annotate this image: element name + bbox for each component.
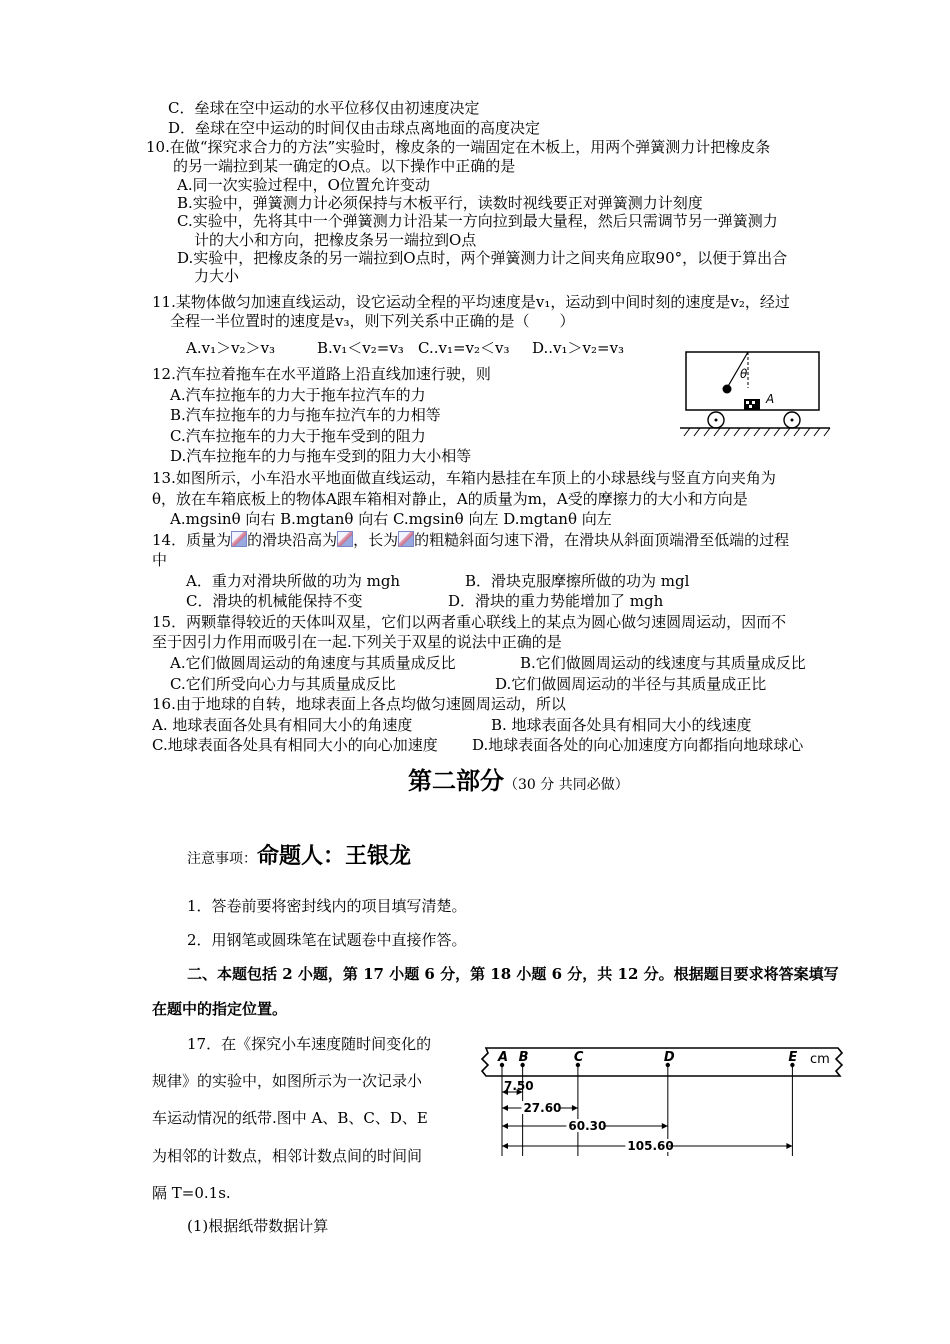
- block-a: [744, 399, 760, 410]
- q15-option-b: B.它们做圆周运动的线速度与其质量成反比: [520, 654, 806, 672]
- q17-line-2: 规律》的实验中，如图所示为一次记录小: [152, 1072, 423, 1090]
- q15-option-c: C.它们所受向心力与其质量成反比: [170, 675, 396, 693]
- q15-option-d: D.它们做圆周运动的半径与其质量成正比: [495, 675, 767, 693]
- q10-option-b: B.实验中，弹簧测力计必须保持与木板平行，读数时视线要正对弹簧测力计刻度: [177, 194, 703, 212]
- tape-label-a: A: [498, 1050, 509, 1065]
- ground-hatch: [684, 428, 830, 436]
- dimension-arrow-right-3: [662, 1123, 668, 1129]
- q14-stem-part2: 的滑块沿高为: [247, 531, 338, 549]
- q15-stem-cont: 至于因引力作用而吸引在一起.下列关于双星的说法中正确的是: [152, 633, 562, 651]
- hanging-ball: [723, 385, 732, 394]
- formula-image-l-icon: [398, 531, 414, 547]
- q15-option-a: A.它们做圆周运动的角速度与其质量成反比: [170, 654, 456, 672]
- dimension-label-1: 7.50: [504, 1079, 534, 1093]
- paper-tape-figure: [478, 1040, 850, 1165]
- q12-option-c: C.汽车拉拖车的力大于拖车受到的阻力: [170, 427, 426, 445]
- q11-option-b: B.v₁＜v₂=v₃: [317, 339, 404, 357]
- tape-label-b: B: [518, 1050, 529, 1065]
- author-line: 命题人：王银龙: [257, 844, 412, 869]
- q10-stem: 10.在做“探究求合力的方法”实验时，橡皮条的一端固定在木板上，用两个弹簧测力计把橡皮条: [146, 138, 771, 156]
- q11-option-a: A.v₁＞v₂＞v₃: [186, 339, 276, 357]
- q10-stem-cont: 的另一端拉到某一确定的O点。以下操作中正确的是: [173, 157, 516, 175]
- q16-option-a: A. 地球表面各处具有相同大小的角速度: [152, 716, 413, 734]
- q13-options: A.mgsinθ 向右 B.mgtanθ 向右 C.mgsinθ 向左 D.mgtanθ 向左: [170, 510, 612, 528]
- tape-label-e: E: [788, 1050, 798, 1065]
- notes-header: [187, 842, 411, 874]
- q16-option-d: D.地球表面各处的向心加速度方向都指向地球球心: [472, 736, 804, 754]
- q13-stem: 13.如图所示，小车沿水平地面做直线运动，车箱内悬挂在车顶上的小球悬线与竖直方向夹角为: [152, 469, 776, 487]
- q12-stem: 12.汽车拉着拖车在水平道路上沿直线加速行驶，则: [152, 365, 491, 383]
- formula-image-m-icon: [231, 531, 247, 547]
- q16-option-b: B. 地球表面各处具有相同大小的线速度: [491, 716, 752, 734]
- q11-stem-cont: 全程一半位置时的速度是v₃，则下列关系中正确的是（ ）: [170, 312, 575, 330]
- q10-option-d: D.实验中，把橡皮条的另一端拉到O点时，两个弹簧测力计之间夹角应取90°，以便于算出合: [177, 249, 788, 267]
- q14-stem-part3: ，长为: [353, 531, 399, 549]
- note-1: 1．答卷前要将密封线内的项目填写清楚。: [187, 897, 467, 915]
- q10-option-a: A.同一次实验过程中，O位置允许变动: [177, 176, 430, 194]
- q14-stem-cont: 中: [152, 551, 168, 569]
- q17-line-3: 车运动情况的纸带.图中 A、B、C、D、E: [152, 1109, 428, 1127]
- notes-label: 注意事项：: [187, 851, 257, 867]
- tape-label-d: D: [663, 1050, 675, 1065]
- section2-instructions: 二、本题包括 2 小题，第 17 小题 6 分，第 18 小题 6 分，共 12 分。根据题目要求将答案填写: [187, 965, 839, 983]
- q16-stem: 16.由于地球的自转，地球表面上各点均做匀速圆周运动，所以: [152, 695, 566, 713]
- q12-option-d: D.汽车拉拖车的力与拖车受到的阻力大小相等: [170, 447, 472, 465]
- section2-instructions-cont: 在题中的指定位置。: [152, 1000, 288, 1018]
- note-2: 2．用钢笔或圆珠笔在试题卷中直接作答。: [187, 931, 467, 949]
- q14-stem-part4: 的粗糙斜面匀速下滑，在滑块从斜面顶端滑至低端的过程: [414, 531, 790, 549]
- tape-label-c: C: [573, 1050, 584, 1065]
- dimension-arrow-right-2: [572, 1105, 578, 1111]
- block-a-label: A: [766, 392, 775, 406]
- q14-option-b: B．滑块克服摩擦所做的功为 mgl: [465, 572, 690, 590]
- dimension-arrow-right-4: [786, 1143, 792, 1149]
- q13-stem-cont: θ，放在车箱底板上的物体A跟车箱相对静止，A的质量为m，A受的摩擦力的大小和方向是: [152, 490, 748, 508]
- q11-stem: 11.某物体做匀加速直线运动，设它运动全程的平均速度是v₁，运动到中间时刻的速度是v₂，经过: [152, 293, 790, 311]
- q14-option-a: A．重力对滑块所做的功为 mgh: [186, 572, 401, 590]
- dimension-label-3: 60.30: [568, 1119, 607, 1133]
- part2-title-text: 第二部分: [408, 767, 504, 795]
- q11-option-d: D..v₁＞v₂=v₃: [532, 339, 625, 357]
- formula-image-h-icon: [337, 531, 353, 547]
- q10-option-d-cont: 力大小: [194, 267, 240, 285]
- part2-subtitle: （30 分 共同必做）: [504, 777, 629, 793]
- dimension-arrow-left-4: [502, 1143, 508, 1149]
- q17-line-6: (1)根据纸带数据计算: [187, 1217, 329, 1235]
- q14-option-d: D．滑块的重力势能增加了 mgh: [448, 592, 664, 610]
- q15-stem: 15．两颗靠得较近的天体叫双星，它们以两者重心联线上的某点为圆心做匀速圆周运动，因而不: [152, 613, 787, 631]
- q10-option-c: C.实验中，先将其中一个弹簧测力计沿某一方向拉到最大量程，然后只需调节另一弹簧测力: [177, 212, 778, 230]
- q11-option-c: C..v₁=v₂＜v₃: [418, 339, 510, 357]
- q9-option-d: D．垒球在空中运动的时间仅由击球点离地面的高度决定: [168, 119, 541, 137]
- q9-option-c: C．垒球在空中运动的水平位移仅由初速度决定: [168, 99, 480, 117]
- q14-stem-part1: 14．质量为: [152, 531, 232, 549]
- q17-line-5: 隔 T=0.1s.: [152, 1184, 231, 1202]
- cart-figure: [676, 350, 834, 438]
- dimension-label-4: 105.60: [627, 1139, 674, 1153]
- q14-stem: [152, 530, 789, 550]
- q12-option-a: A.汽车拉拖车的力大于拖车拉汽车的力: [170, 386, 426, 404]
- q14-option-c: C．滑块的机械能保持不变: [186, 592, 363, 610]
- dimension-arrow-left-3: [502, 1123, 508, 1129]
- dimension-label-2: 27.60: [523, 1101, 562, 1115]
- tape-unit-label: cm: [810, 1052, 830, 1067]
- q12-option-b: B.汽车拉拖车的力与拖车拉汽车的力相等: [170, 406, 441, 424]
- theta-label: θ: [740, 367, 748, 381]
- part2-title: [408, 766, 629, 800]
- q17-line-4: 为相邻的计数点，相邻计数点间的时间间: [152, 1147, 423, 1165]
- dimension-arrow-left-2: [502, 1105, 508, 1111]
- q16-option-c: C.地球表面各处具有相同大小的向心加速度: [152, 736, 438, 754]
- q10-option-c-cont: 计的大小和方向，把橡皮条另一端拉到O点: [194, 231, 477, 249]
- q17-line-1: 17．在《探究小车速度随时间变化的: [187, 1035, 432, 1053]
